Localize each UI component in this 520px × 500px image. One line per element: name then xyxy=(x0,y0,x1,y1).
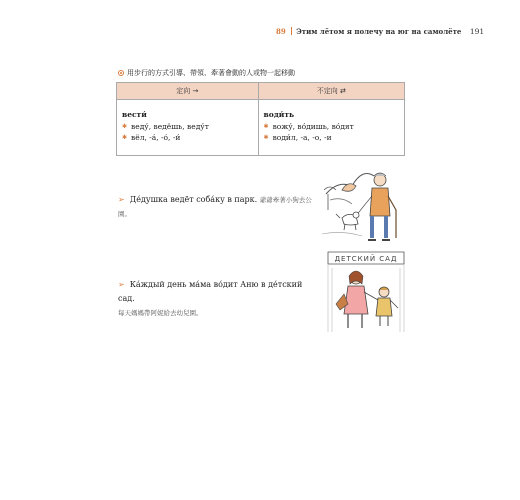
circle-dot-icon xyxy=(118,70,124,76)
mother-child-kindergarten-illustration xyxy=(322,248,410,332)
conjugation-line: ✱ вожу́, во́дишь, во́дят xyxy=(263,122,354,131)
example-chinese: 每天媽媽帶阿妮給去幼兒園。 xyxy=(118,309,203,317)
conjugation-line: ✱ вёл, -á, -ó, -и́ xyxy=(122,133,181,142)
verb-cell-directional xyxy=(117,100,259,156)
example-sentence xyxy=(118,278,316,320)
star-icon: ✱ xyxy=(263,123,269,130)
grandfather-dog-illustration xyxy=(322,160,406,244)
example-chinese: 爺爺牽著小狗去公園。 xyxy=(118,196,312,218)
example-russian: Де́душка ведёт соба́ку в парк. xyxy=(129,195,258,204)
star-icon: ✱ xyxy=(263,134,269,141)
arrowhead-icon: ➢ xyxy=(118,280,125,289)
section-heading xyxy=(118,68,295,78)
example-sentence xyxy=(118,193,316,221)
page-number: 191 xyxy=(469,27,485,36)
verb-infinitive: води́ть xyxy=(263,110,295,119)
section-title: 用步行的方式引導、帶領、牽著會動的人或物一起移動 xyxy=(127,69,295,77)
header-rule xyxy=(291,27,292,35)
star-icon: ✱ xyxy=(122,134,128,141)
chapter-number: 89 xyxy=(276,27,286,36)
svg-text:ДЕТСКИЙ САД: ДЕТСКИЙ САД xyxy=(334,255,398,263)
arrowhead-icon: ➢ xyxy=(118,195,125,204)
star-icon: ✱ xyxy=(122,123,128,130)
conjugation-line: ✱ веду́, ведёшь, веду́т xyxy=(122,122,209,131)
running-title: Этим лётом я полечу на юг на самолёте xyxy=(296,27,462,36)
col-header-nondirectional: 不定向 ⇄ xyxy=(258,83,404,100)
verb-cell-nondirectional xyxy=(258,100,404,156)
verb-infinitive: вести́ xyxy=(122,110,147,119)
verb-table xyxy=(116,82,405,156)
col-header-directional: 定向 → xyxy=(117,83,259,100)
running-head xyxy=(276,27,484,36)
example-russian: Ка́ждый день ма́ма во́дит Аню в де́тский сад. xyxy=(118,280,303,303)
conjugation-line: ✱ води́л, -а, -о, -и xyxy=(263,133,332,142)
